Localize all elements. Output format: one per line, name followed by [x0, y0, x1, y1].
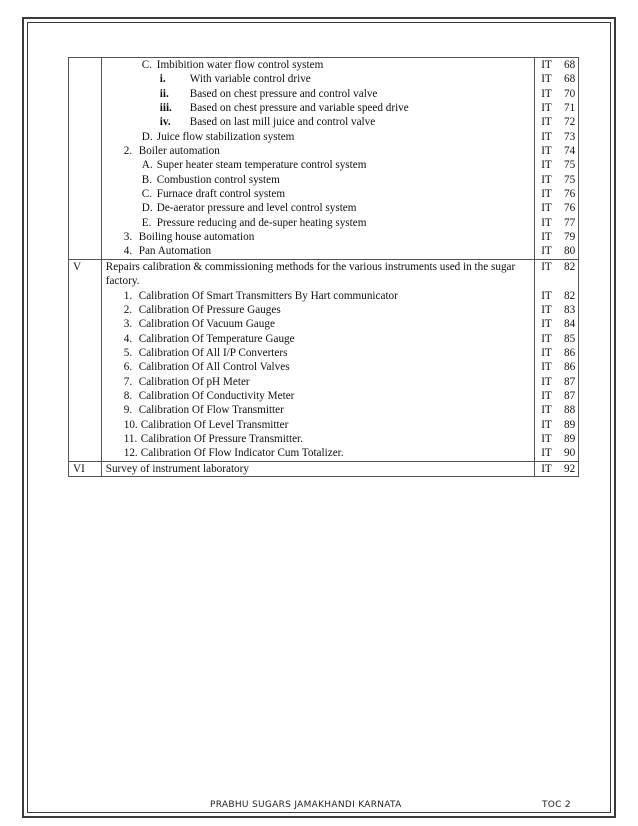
- page-ref: [535, 389, 578, 403]
- section-heading: Repairs calibration & commissioning methods for the various instruments used in the sugar factory.: [105, 260, 516, 288]
- entry-marker: 9.: [123, 404, 133, 417]
- page-prefix: IT: [541, 130, 552, 143]
- entry-marker: C.: [141, 188, 152, 201]
- entry-marker: 6.: [123, 361, 133, 374]
- entry-marker: A.: [141, 159, 153, 172]
- section-body: [101, 259, 534, 461]
- section-number: [69, 58, 102, 260]
- toc-entry: [106, 72, 530, 86]
- entry-title: Imbibition water flow control system: [156, 59, 324, 71]
- entry-marker: 5.: [123, 346, 133, 359]
- entry-title: Calibration Of All I/P Converters: [138, 346, 288, 359]
- page-prefix: IT: [541, 245, 552, 258]
- page-number: 71: [564, 102, 576, 115]
- page-ref: [535, 303, 578, 317]
- page-number: 73: [564, 130, 576, 143]
- page-ref: [535, 72, 578, 86]
- page-prefix: IT: [541, 289, 552, 302]
- page-ref: [535, 446, 578, 460]
- section-number: V: [69, 259, 102, 461]
- page-number: 80: [564, 245, 576, 258]
- toc-entry: [106, 187, 530, 201]
- page-prefix: IT: [541, 346, 552, 359]
- page-number: 90: [564, 447, 576, 460]
- page-prefix: IT: [541, 216, 552, 229]
- page-ref: [535, 87, 578, 101]
- page-number: 84: [564, 318, 576, 331]
- footer-page-label: TOC 2: [542, 800, 571, 810]
- entry-title: Boiler automation: [138, 145, 220, 158]
- page-ref: [535, 289, 578, 303]
- toc-entry: [106, 346, 530, 360]
- entry-title: With variable control drive: [189, 73, 311, 86]
- toc-entry: [106, 360, 530, 374]
- page-number: 82: [564, 289, 576, 302]
- page-number: 87: [564, 375, 576, 388]
- page-ref: [535, 216, 578, 230]
- toc-entry: [106, 87, 530, 101]
- page-prefix: IT: [541, 102, 552, 115]
- page-ref: [535, 101, 578, 115]
- toc-row: [69, 259, 579, 461]
- entry-marker: C.: [141, 59, 152, 71]
- page-ref: [535, 418, 578, 432]
- toc-entry: [106, 158, 530, 172]
- page-number: 76: [564, 188, 576, 201]
- entry-marker: 3.: [123, 231, 133, 244]
- page-ref: [535, 187, 578, 201]
- page-ref: [535, 244, 578, 258]
- page-ref: [535, 332, 578, 346]
- page-ref: [535, 360, 578, 374]
- entry-marker: E.: [141, 216, 152, 229]
- toc-entry: [106, 216, 530, 230]
- entry-title: Furnace draft control system: [156, 188, 286, 201]
- page-column: [535, 259, 579, 461]
- page-prefix: IT: [541, 73, 552, 86]
- toc-entry: [106, 446, 530, 460]
- page-prefix: IT: [541, 59, 552, 71]
- page-prefix: IT: [541, 375, 552, 388]
- entry-marker: 10.: [123, 418, 138, 431]
- entry-marker: B.: [141, 173, 152, 186]
- toc-entry: [106, 303, 530, 317]
- page-number: 92: [564, 462, 576, 475]
- page-prefix: IT: [541, 202, 552, 215]
- page-number: 87: [564, 389, 576, 402]
- toc-entry: [106, 173, 530, 187]
- toc-table: [68, 57, 579, 477]
- page-ref: [535, 317, 578, 331]
- entry-marker: iii.: [159, 102, 172, 115]
- page-prefix: IT: [541, 332, 552, 345]
- entry-title: Pressure reducing and de-super heating system: [156, 216, 367, 229]
- page-prefix: IT: [541, 404, 552, 417]
- page-ref: [535, 58, 578, 72]
- page-spacer: [535, 274, 578, 288]
- page-number: 75: [564, 159, 576, 172]
- toc-entry: [106, 101, 530, 115]
- page-prefix: IT: [541, 231, 552, 244]
- page-number: 72: [564, 116, 576, 129]
- entry-marker: D.: [141, 130, 153, 143]
- page-ref: [535, 403, 578, 417]
- entry-title: Calibration Of Flow Indicator Cum Totalizer.: [140, 447, 344, 460]
- entry-title: Boiling house automation: [138, 231, 255, 244]
- page-number: 79: [564, 231, 576, 244]
- toc-entry: [106, 332, 530, 346]
- page-ref: [535, 115, 578, 129]
- page-ref: [535, 144, 578, 158]
- entry-title: Calibration Of Pressure Transmitter.: [140, 432, 303, 445]
- page-number: 75: [564, 173, 576, 186]
- toc-entry: [106, 144, 530, 158]
- entry-title: Juice flow stabilization system: [156, 130, 295, 143]
- page-number: 68: [564, 59, 576, 71]
- entry-title: Pan Automation: [138, 245, 212, 258]
- toc-row: [69, 461, 579, 476]
- entry-marker: 2.: [123, 303, 133, 316]
- toc-entry: [106, 389, 530, 403]
- page-prefix: IT: [541, 318, 552, 331]
- page-prefix: IT: [541, 418, 552, 431]
- page-ref: [535, 375, 578, 389]
- entry-title: Calibration Of Pressure Gauges: [138, 303, 281, 316]
- section-body: [101, 58, 534, 260]
- entry-title: De-aerator pressure and level control system: [156, 202, 357, 215]
- page-number: 82: [564, 260, 576, 273]
- toc-entry: [106, 403, 530, 417]
- page-number: 76: [564, 202, 576, 215]
- entry-marker: 3.: [123, 318, 133, 331]
- page-number: 77: [564, 216, 576, 229]
- toc-entry: [106, 418, 530, 432]
- entry-title: Calibration Of Temperature Gauge: [138, 332, 295, 345]
- page-number: 89: [564, 432, 576, 445]
- toc-entry: [106, 115, 530, 129]
- page-prefix: IT: [541, 145, 552, 158]
- entry-title: Based on last mill juice and control valve: [189, 116, 376, 129]
- toc-row: [69, 58, 579, 260]
- toc-entry: [106, 201, 530, 215]
- entry-marker: 12.: [123, 447, 138, 460]
- entry-marker: 1.: [123, 289, 133, 302]
- page-number: 74: [564, 145, 576, 158]
- page-prefix: IT: [541, 432, 552, 445]
- entry-marker: ii.: [159, 87, 169, 100]
- page-column: [535, 58, 579, 260]
- footer-company: PRABHU SUGARS JAMAKHANDI KARNATA: [210, 800, 402, 810]
- entry-title: Calibration Of Smart Transmitters By Hart communicator: [138, 289, 398, 302]
- page-prefix: IT: [541, 159, 552, 172]
- entry-title: Calibration Of All Control Valves: [138, 361, 290, 374]
- entry-marker: 4.: [123, 245, 133, 258]
- page-number: 68: [564, 73, 576, 86]
- page-number: 86: [564, 346, 576, 359]
- entry-title: Based on chest pressure and variable speed drive: [189, 102, 409, 115]
- page-ref: [535, 130, 578, 144]
- page-number: 83: [564, 303, 576, 316]
- page-prefix: IT: [541, 389, 552, 402]
- section-heading: Survey of instrument laboratory: [105, 462, 249, 475]
- page-prefix: IT: [541, 447, 552, 460]
- page-ref: [535, 201, 578, 215]
- entry-marker: 7.: [123, 375, 133, 388]
- toc-entry: [106, 130, 530, 144]
- page-ref: [535, 432, 578, 446]
- entry-title: Calibration Of Conductivity Meter: [138, 389, 295, 402]
- page-ref: [535, 462, 578, 476]
- page-ref: [535, 230, 578, 244]
- page-prefix: IT: [541, 462, 552, 475]
- toc-entry: [106, 289, 530, 303]
- entry-marker: 8.: [123, 389, 133, 402]
- toc-entry: [106, 375, 530, 389]
- toc-entry: [106, 244, 530, 258]
- entry-title: Calibration Of pH Meter: [138, 375, 250, 388]
- entry-title: Calibration Of Vacuum Gauge: [138, 318, 275, 331]
- entry-title: Super heater steam temperature control system: [156, 159, 367, 172]
- page-prefix: IT: [541, 303, 552, 316]
- page-ref: [535, 173, 578, 187]
- entry-title: Calibration Of Flow Transmitter: [138, 404, 284, 417]
- page-number: 70: [564, 87, 576, 100]
- page-prefix: IT: [541, 116, 552, 129]
- page-number: 86: [564, 361, 576, 374]
- entry-title: Calibration Of Level Transmitter: [140, 418, 289, 431]
- toc-entry: [106, 58, 530, 72]
- page-prefix: IT: [541, 188, 552, 201]
- page-prefix: IT: [541, 361, 552, 374]
- toc-entry: [106, 432, 530, 446]
- entry-marker: iv.: [159, 116, 171, 129]
- toc-entry: [106, 317, 530, 331]
- page-prefix: IT: [541, 173, 552, 186]
- page-number: 88: [564, 404, 576, 417]
- section-body: [101, 461, 534, 476]
- entry-marker: i.: [159, 73, 166, 86]
- page-ref: [535, 260, 578, 274]
- page-prefix: IT: [541, 260, 552, 273]
- page-ref: [535, 346, 578, 360]
- entry-marker: D.: [141, 202, 153, 215]
- toc-entry: [106, 230, 530, 244]
- entry-marker: 2.: [123, 145, 133, 158]
- entry-title: Based on chest pressure and control valve: [189, 87, 378, 100]
- page-prefix: IT: [541, 87, 552, 100]
- page-ref: [535, 158, 578, 172]
- entry-title: Combustion control system: [156, 173, 280, 186]
- page-number: 85: [564, 332, 576, 345]
- entry-marker: 11.: [123, 432, 138, 445]
- page-number: 89: [564, 418, 576, 431]
- section-number: VI: [69, 461, 102, 476]
- page-column: [535, 461, 579, 476]
- entry-marker: 4.: [123, 332, 133, 345]
